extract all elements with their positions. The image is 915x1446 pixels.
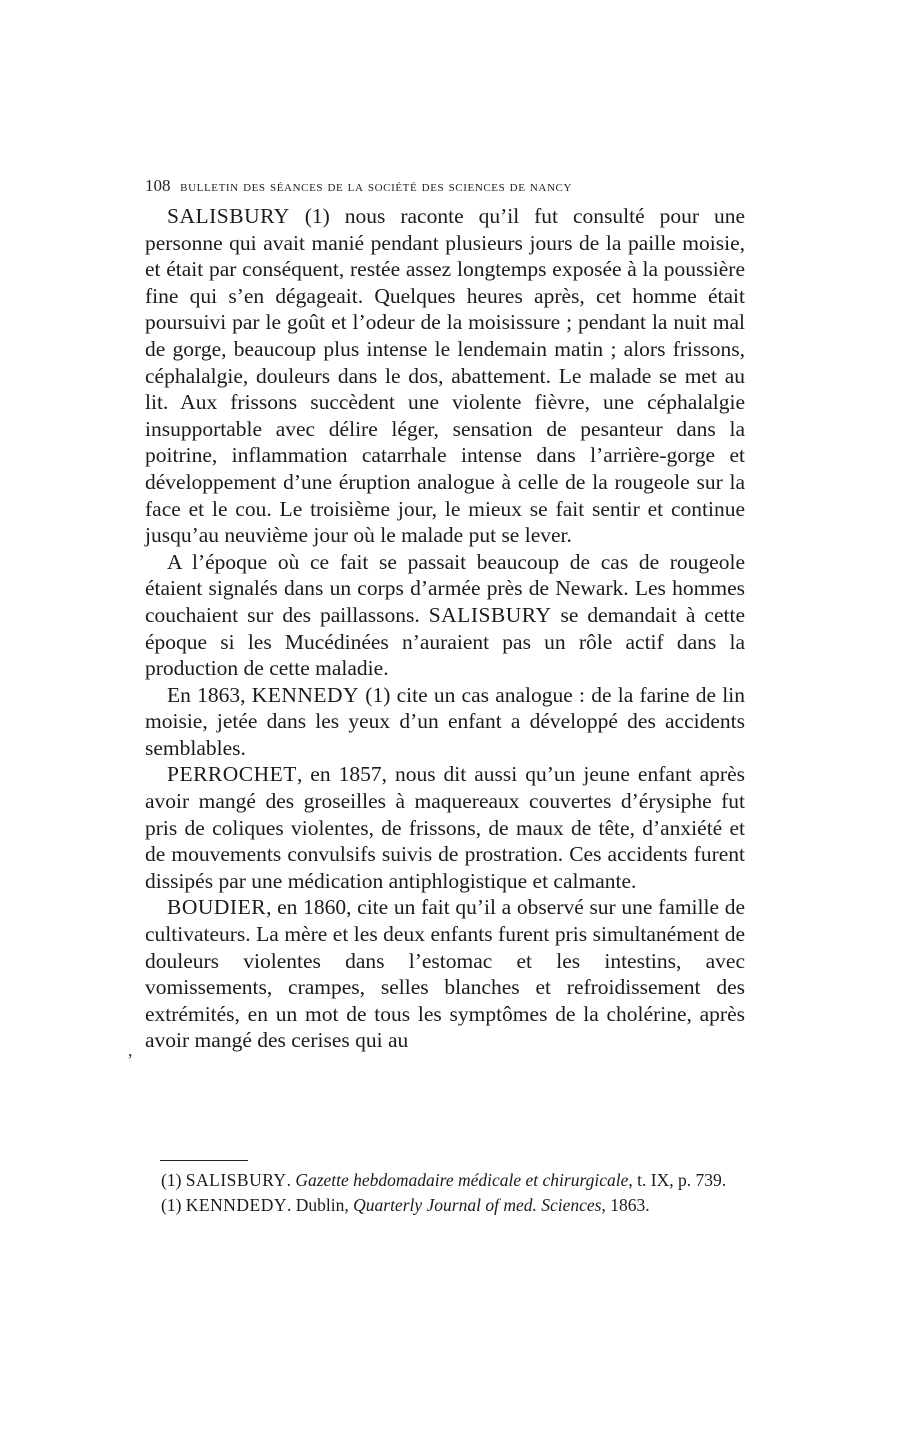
footnote-salisbury: [145, 1170, 745, 1191]
footnote-author: KENNDEDY: [185, 1195, 287, 1215]
paragraph-text: se demandait à cette époque si les Mucédinées n’auraient pas un rôle actif dans la production de cette maladie.: [145, 602, 745, 681]
paragraph-newark: [145, 549, 745, 682]
footnote-separator: . Dublin,: [287, 1195, 354, 1215]
author-name: KENNEDY: [251, 682, 360, 707]
running-header: [145, 176, 745, 196]
paragraph-text: En 1863,: [167, 682, 252, 707]
paragraph-perrochet: [145, 761, 745, 894]
paragraph-kennedy: [145, 682, 745, 762]
footnote-kennedy: [145, 1195, 745, 1216]
footnote-rule: [160, 1160, 248, 1161]
author-name: SALISBURY: [428, 602, 552, 627]
author-name: BOUDIER: [167, 895, 267, 920]
footnote-journal-title: Gazette hebdomadaire médicale et chirurgicale: [295, 1170, 629, 1190]
footnote-citation: , 1863.: [601, 1195, 650, 1215]
paragraph-text: (1) nous raconte qu’il fut consulté pour une personne qui avait manié pendant plusieurs jours de la paille moisie, et était par conséquent, restée assez longtemps exposée à la poussière fine qui s’en dégageait. Quelques heures après, cet homme était poursuivi par le goût et l’odeur de la moisissure ; pendant la nuit mal de gorge, beaucoup plus intense le lendemain matin ; alors frissons, céphalalgie, douleurs dans le dos, abattement. Le malade se met au lit. Aux frissons succèdent une violente fièvre, une céphalalgie insupportable avec délire léger, sensation de pesanteur dans la poitrine, inflammation catarrhale intense dans l’arrière-gorge et développement d’une éruption analogue à celle de la rougeole sur la face et le cou. Le troisième jour, le mieux se fait sentir et continue jusqu’au neuvième jour où le malade put se lever.: [145, 204, 745, 548]
paragraph-salisbury-case: [145, 203, 745, 549]
footnote-marker: (1): [161, 1195, 186, 1215]
paragraph-boudier: [145, 894, 745, 1054]
body-text: [145, 203, 745, 1054]
footnote-journal-title: Quarterly Journal of med. Sciences: [353, 1195, 602, 1215]
footnotes: [145, 1170, 745, 1220]
footnote-author: SALISBURY: [185, 1170, 287, 1190]
paragraph-text: A l’époque où ce fait se passait beaucoup de cas de rougeole étaient signalés dans un corps d’armée près de Newark. Les hommes couchaient sur des paillassons.: [145, 549, 745, 627]
paragraph-text: , en 1857, nous dit aussi qu’un jeune enfant après avoir mangé des groseilles à maquereaux couvertes d’érysiphe fut pris de coliques violentes, de frissons, de maux de tête, d’anxiété et de mouvements convulsifs suivis de prostration. Ces accidents furent dissipés par une médication antiphlogistique et calmante.: [145, 762, 745, 893]
running-title: bulletin des séances de la société des sciences de nancy: [180, 179, 573, 195]
page-number: 108: [145, 176, 171, 195]
footnote-marker: (1): [161, 1170, 186, 1190]
paragraph-text: , en 1860, cite un fait qu’il a observé sur une famille de cultivateurs. La mère et les deux enfants furent pris simultanément de douleurs violentes dans l’estomac et les intestins, avec vomissements, crampes, selles blanches et refroidissement des extrémités, en un mot de tous les symptômes de la cholérine, après avoir mangé des cerises qui au: [145, 895, 745, 1053]
author-name: SALISBURY: [167, 204, 290, 228]
margin-mark: ,: [128, 1040, 133, 1060]
paragraph-text: (1) cite un cas analogue : de la farine de lin moisie, jetée dans les yeux d’un enfant a développé des accidents semblables.: [145, 682, 745, 760]
footnote-separator: .: [286, 1170, 296, 1190]
author-name: PERROCHET: [167, 762, 297, 787]
footnote-citation: , t. IX, p. 739.: [628, 1170, 727, 1190]
